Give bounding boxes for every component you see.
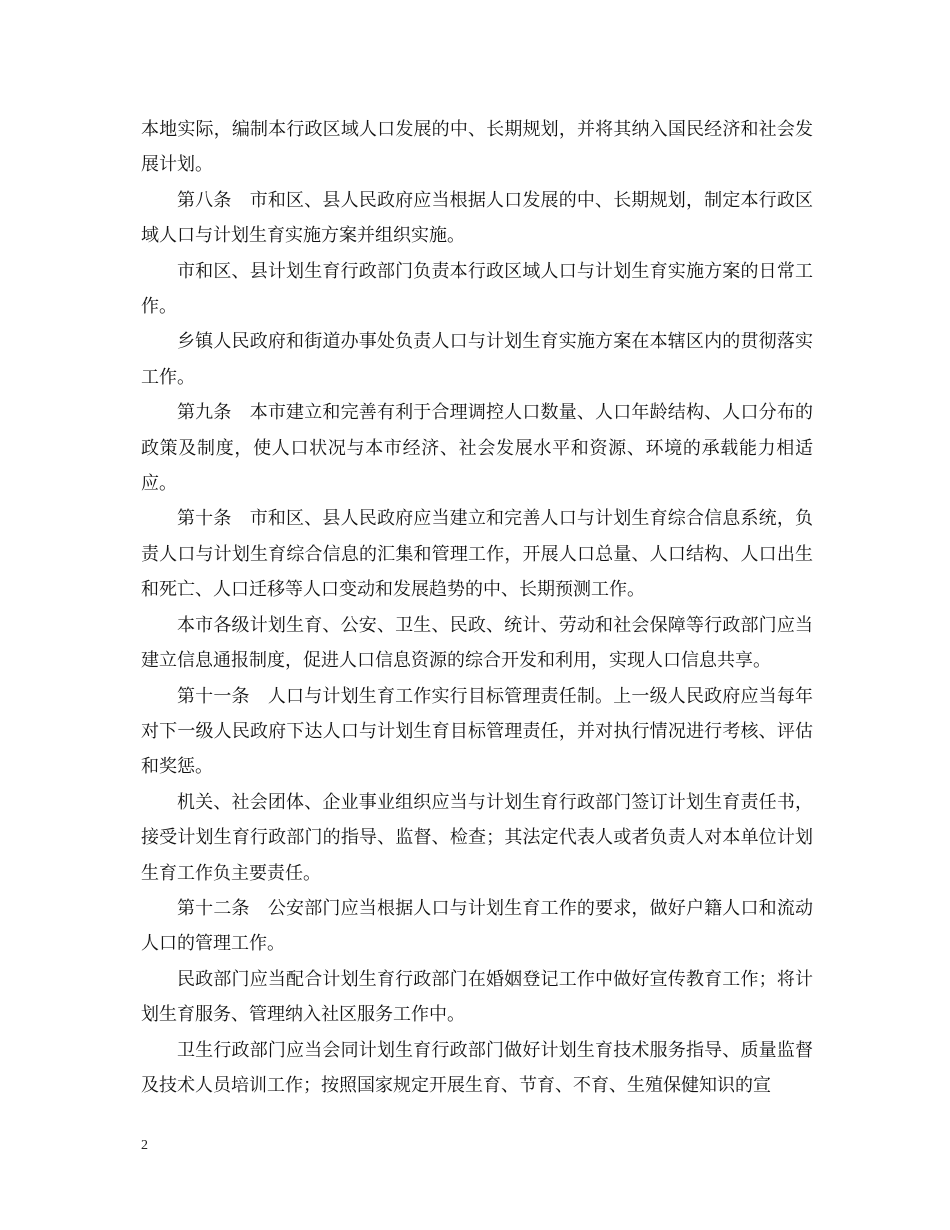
paragraph: 市和区、县计划生育行政部门负责本行政区域人口与计划生育实施方案的日常工作。 xyxy=(141,260,813,318)
paragraph: 第十一条 人口与计划生育工作实行目标管理责任制。上一级人民政府应当每年对下一级人民政府下达人口与计划生育目标管理责任，并对执行情况进行考核、评估和奖惩。 xyxy=(141,685,813,778)
paragraph: 本地实际，编制本行政区域人口发展的中、长期规划，并将其纳入国民经济和社会发展计划。 xyxy=(141,119,813,176)
paragraph: 本市各级计划生育、公安、卫生、民政、统计、劳动和社会保障等行政部门应当建立信息通报制度，促进人口信息资源的综合开发和利用，实现人口信息共享。 xyxy=(141,614,813,672)
paragraph: 第八条 市和区、县人民政府应当根据人口发展的中、长期规划，制定本行政区域人口与计划生育实施方案并组织实施。 xyxy=(141,189,813,247)
paragraph: 第十二条 公安部门应当根据人口与计划生育工作的要求，做好户籍人口和流动人口的管理工作。 xyxy=(141,897,813,955)
page-number: 2 xyxy=(141,1138,148,1153)
paragraph: 机关、社会团体、企业事业组织应当与计划生育行政部门签订计划生育责任书，接受计划生育行政部门的指导、监督、检查；其法定代表人或者负责人对本单位计划生育工作负主要责任。 xyxy=(141,791,813,884)
paragraph: 卫生行政部门应当会同计划生育行政部门做好计划生育技术服务指导、质量监督及技术人员培训工作；按照国家规定开展生育、节育、不育、生殖保健知识的宣 xyxy=(141,1039,813,1096)
paragraph: 民政部门应当配合计划生育行政部门在婚姻登记工作中做好宣传教育工作；将计划生育服务、管理纳入社区服务工作中。 xyxy=(141,968,813,1026)
paragraph: 乡镇人民政府和街道办事处负责人口与计划生育实施方案在本辖区内的贯彻落实工作。 xyxy=(141,331,813,388)
paragraph: 第十条 市和区、县人民政府应当建立和完善人口与计划生育综合信息系统，负责人口与计划生育综合信息的汇集和管理工作，开展人口总量、人口结构、人口出生和死亡、人口迁移等人口变动和发展趋势的中、长期预测工作。 xyxy=(141,508,813,601)
paragraph: 第九条 本市建立和完善有利于合理调控人口数量、人口年龄结构、人口分布的政策及制度，使人口状况与本市经济、社会发展水平和资源、环境的承载能力相适应。 xyxy=(141,402,813,495)
document-body xyxy=(141,112,813,1103)
